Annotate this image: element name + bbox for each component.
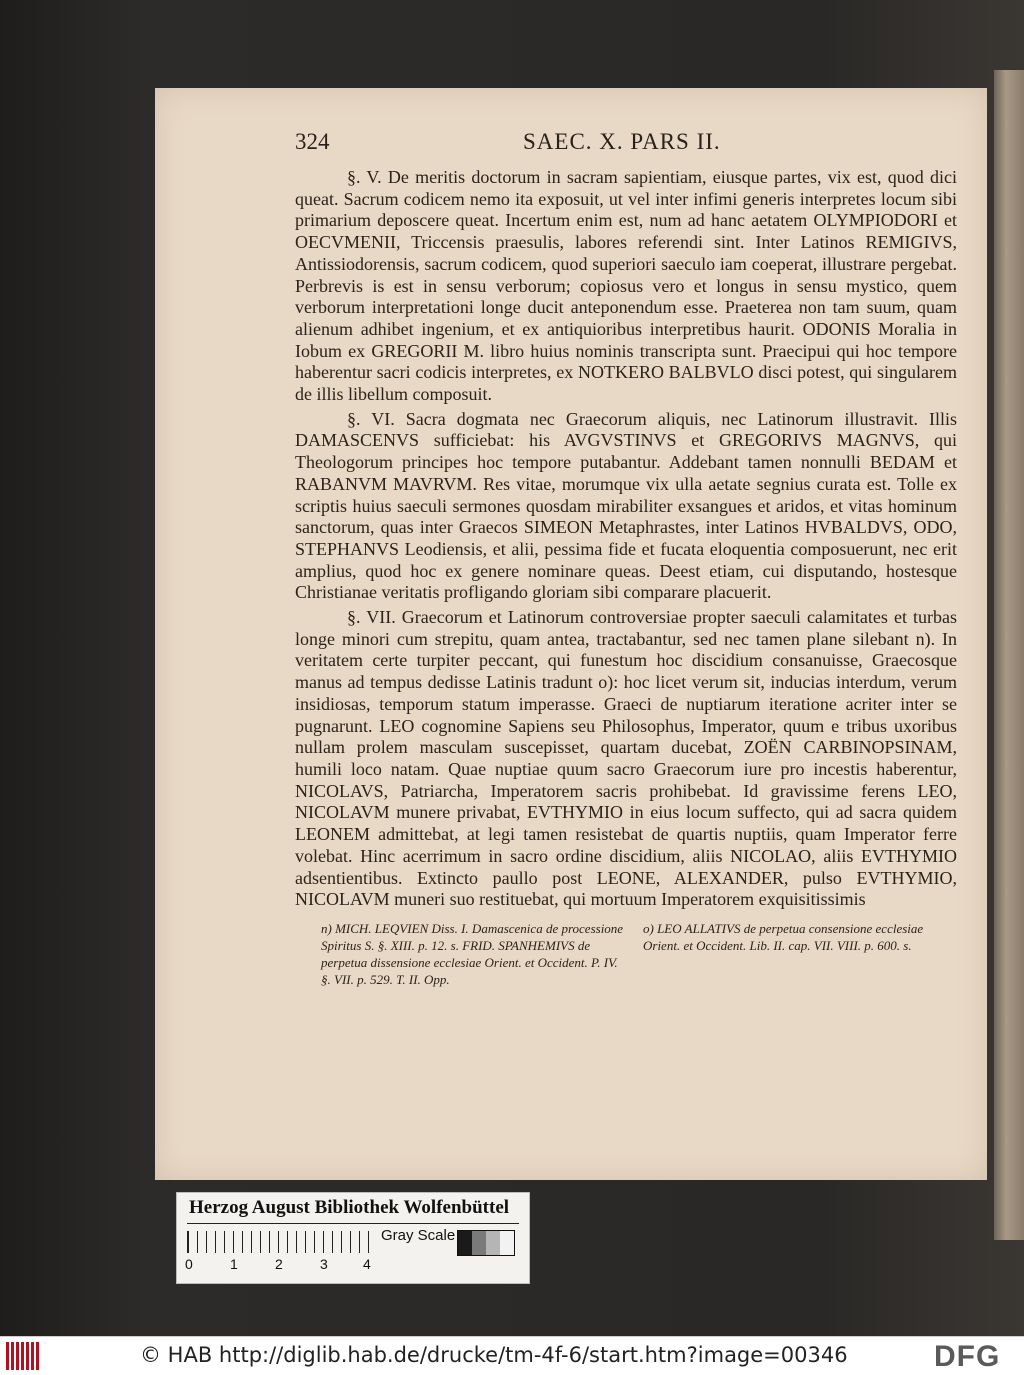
ruler-label-0: 0 (185, 1256, 193, 1272)
divider (187, 1223, 519, 1224)
book-page (155, 88, 987, 1180)
gray-scale-strip (457, 1230, 515, 1256)
footnote-n: n) MICH. LEQVIEN Diss. I. Damascenica de processione Spiritus S. §. XIII. p. 12. s. FRID. SPANHEMIVS de perpetua dissensione ecclesiae Orient. et Occident. P. IV. §. VII. p. 529. T. II. Opp. (321, 921, 624, 987)
ruler-label-3: 3 (320, 1256, 328, 1272)
ruler-label-2: 2 (275, 1256, 283, 1272)
running-head (295, 129, 957, 161)
color-calibration-bar (176, 1192, 530, 1284)
page-number: 324 (295, 129, 330, 154)
library-name: Herzog August Bibliothek Wolfenbüttel (189, 1197, 510, 1218)
gray-swatch (458, 1231, 472, 1255)
running-head-title: SAEC. X. PARS II. (523, 129, 721, 154)
citation-link[interactable]: © HAB http://diglib.hab.de/drucke/tm-4f-6/start.htm?image=00346 (140, 1343, 848, 1367)
gray-scale-label: Gray Scale (381, 1227, 456, 1244)
paragraph-section-vi: §. VI. Sacra dogmata nec Graecorum aliquis, nec Latinorum illustravit. Illis DAMASCENVS sufficiebat: his AVGVSTINVS et GREGORIVS MAGNVS, qui Theologorum principes hoc tempore putabantur. Addebant tamen nonnulli BEDAM et RABANVM MAVRVM. Res vitae, morumque vix ulla aetate segnius curata est. Tolle ex scriptis huius saeculi sermones quosdam mirabiliter exsangues et aridos, et vitas hominum sanctorum, quas inter Graecos SIMEON Metaphrastes, inter Latinos HVBALDVS, ODO, STEPHANVS Leodiensis, et alii, pessima fide et fucata eloquentia composuerunt, nec erit amplius, quod hoc ex genere nominare queas. Deest etiam, cui disputando, hostesque Christianae veritatis profligando gloriam sibi comparare placuerit. (295, 408, 957, 603)
scale-ruler (187, 1231, 370, 1253)
paragraph-section-vii: §. VII. Graecorum et Latinorum controversiae propter saeculi calamitates et turbas longe minori cum strepitu, quam antea, tractabantur, sed nec tamen plane silebant n). In veritatem certe turpiter peccant, qui funestum hoc discidium consanuisse, Graecosque manus ad tempus dedisse Latinis tradunt o): hoc licet verum sit, inducias interdum, verum insidiosas, temporum statum imperasse. Graeci de nuptiarum iteratione acriter inter se pugnarunt. LEO cognomine Sapiens seu Philosophus, Imperator, quum e tribus uxoribus nullam prolem masculam suscepisset, quartam ducebat, ZOËN CARBINOPSINAM, humili loco natam. Quae nuptiae quum sacro Graecorum iure pro incestis haberentur, NICOLAVS, Patriarcha, Imperatorem sacris prohibebat. Id gravissime ferens LEO, NICOLAVM munere privabat, EVTHYMIO in eius locum suffecto, qui ad sacra quidem LEONEM admittebat, at legi tamen resistebat de quartis nuptiis, quam Imperator ferre volebat. Hinc acerrimum in sacro ordine discidium, aliis NICOLAO, aliis EVTHYMIO adsentientibus. Extincto paullo post LEONE, ALEXANDER, pulso EVTHYMIO, NICOLAVM muneri suo restituebat, qui mortuum Imperatorem exquisitissimis (295, 607, 957, 910)
footnotes (321, 920, 963, 990)
body-text (295, 167, 957, 914)
ruler-labels (185, 1256, 385, 1274)
gray-swatch (486, 1231, 500, 1255)
ruler-label-1: 1 (230, 1256, 238, 1272)
next-page-edge (994, 70, 1024, 1240)
ruler-label-4: 4 (363, 1256, 371, 1272)
gray-swatch (472, 1231, 486, 1255)
footer-bar (0, 1336, 1024, 1375)
dfg-logo: DFG (934, 1340, 1001, 1373)
paragraph-section-v: §. V. De meritis doctorum in sacram sapientiam, eiusque partes, vix est, quod dici queat. Sacrum codicem nemo ita exposuit, ut vel inter infimi generis interpretes locum sibi primarium deposcere queat. Incertum enim est, num ad hanc aetatem OLYMPIODORI et OECVMENII, Triccensis praesulis, labores referendi sint. Inter Latinos REMIGIVS, Antissiodorensis, sacrum codicem, quod superiori saeculo iam coeperat, illustrare pergebat. Perbrevis is est in sensu verborum; copiosus vero et longus in sensu mystico, quem verborum interpretationi longe ducit anteponendum esse. Praeterea non tam suum, quam alienum adhibet ingenium, et ex antiquioribus interpretibus haurit. ODONIS Moralia in Iobum ex GREGORII M. libro huius nominis transcripta sunt. Praecipui qui hoc tempore haberentur sacri codicis interpretes, ex NOTKERO BALBVLO disci potest, qui singularem de illis libellum composuit. (295, 167, 957, 405)
gray-swatch (500, 1231, 514, 1255)
hab-logo-icon (6, 1342, 40, 1370)
footnote-o: o) LEO ALLATIVS de perpetua consensione ecclesiae Orient. et Occident. Lib. II. cap. VII. VIII. p. 600. s. (643, 921, 924, 953)
